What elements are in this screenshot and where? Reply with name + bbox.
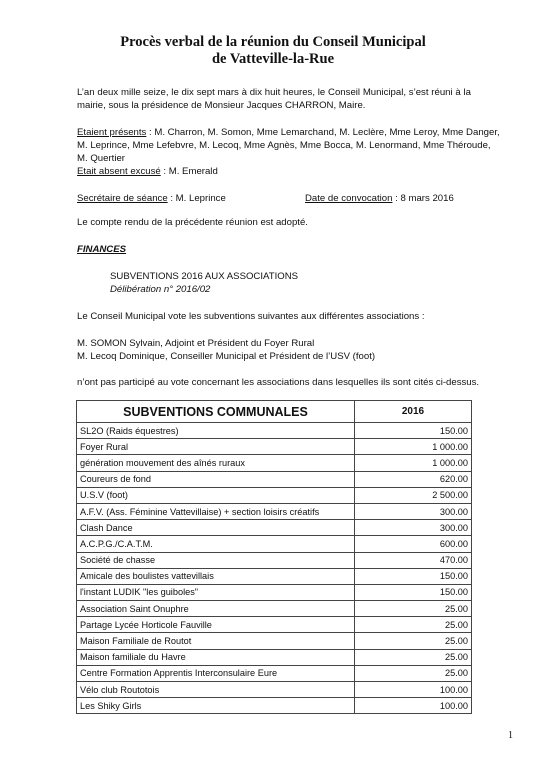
subventions-table xyxy=(76,400,472,714)
table-body xyxy=(77,423,472,714)
absent-line xyxy=(77,165,218,178)
association-name: A.F.V. (Ass. Féminine Vattevillaise) + section loisirs créatifs xyxy=(77,503,355,519)
subvention-amount: 150.00 xyxy=(355,423,472,439)
convocation-value: : 8 mars 2016 xyxy=(392,193,454,204)
deliberation-number: Délibération n° 2016/02 xyxy=(110,284,211,295)
secretary-line xyxy=(77,192,226,205)
subvention-amount: 1 000.00 xyxy=(355,455,472,471)
subvention-amount: 100.00 xyxy=(355,682,472,698)
table-row xyxy=(77,520,472,536)
subvention-amount: 600.00 xyxy=(355,536,472,552)
table-header-name: SUBVENTIONS COMMUNALES xyxy=(77,401,355,423)
table-header-row xyxy=(77,401,472,423)
association-name: Les Shiky Girls xyxy=(77,698,355,714)
table-row xyxy=(77,584,472,600)
present-names-1: : M. Charron, M. Somon, Mme Lemarchand, M. Leclère, Mme Leroy, Mme Danger, xyxy=(146,127,500,138)
subvention-amount: 25.00 xyxy=(355,633,472,649)
association-name: Foyer Rural xyxy=(77,439,355,455)
subvention-amount: 1 000.00 xyxy=(355,439,472,455)
table-row xyxy=(77,617,472,633)
vote-statement: Le Conseil Municipal vote les subventions suivantes aux différentes associations : xyxy=(77,311,425,322)
present-line3: M. Quertier xyxy=(77,153,125,164)
document-title-line1: Procès verbal de la réunion du Conseil Municipal xyxy=(120,34,426,50)
association-name: Clash Dance xyxy=(77,520,355,536)
table-row xyxy=(77,423,472,439)
association-name: Maison familiale du Havre xyxy=(77,649,355,665)
subvention-amount: 25.00 xyxy=(355,601,472,617)
association-name: Association Saint Onuphre xyxy=(77,601,355,617)
member-line-1: M. SOMON Sylvain, Adjoint et Président du Foyer Rural xyxy=(77,338,315,349)
subvention-amount: 300.00 xyxy=(355,503,472,519)
table-row xyxy=(77,503,472,519)
table-row xyxy=(77,536,472,552)
table-row xyxy=(77,471,472,487)
subvention-amount: 150.00 xyxy=(355,568,472,584)
association-name: Centre Formation Apprentis Interconsulaire Eure xyxy=(77,665,355,681)
subvention-amount: 2 500.00 xyxy=(355,487,472,503)
subvention-amount: 25.00 xyxy=(355,649,472,665)
present-line2: M. Leprince, Mme Lefebvre, M. Lecoq, Mme Agnès, Mme Bocca, M. Lenormand, Mme Théroude, xyxy=(77,140,491,151)
table-row xyxy=(77,649,472,665)
association-name: Partage Lycée Horticole Fauville xyxy=(77,617,355,633)
secretary-label: Secrétaire de séance xyxy=(77,193,168,204)
previous-report: Le compte rendu de la précédente réunion est adopté. xyxy=(77,217,308,228)
section-subheading: SUBVENTIONS 2016 AUX ASSOCIATIONS xyxy=(110,271,299,282)
table-row xyxy=(77,601,472,617)
subvention-amount: 25.00 xyxy=(355,617,472,633)
intro-line1: L’an deux mille seize, le dix sept mars à dix huit heures, le Conseil Municipal, s’est réuni à la xyxy=(77,87,471,98)
absent-label: Etait absent excusé xyxy=(77,166,161,177)
table-row xyxy=(77,568,472,584)
association-name: Société de chasse xyxy=(77,552,355,568)
subvention-amount: 620.00 xyxy=(355,471,472,487)
member-line-2: M. Lecoq Dominique, Conseiller Municipal et Président de l’USV (foot) xyxy=(77,351,376,362)
convocation-line xyxy=(305,192,454,205)
table-row xyxy=(77,698,472,714)
table-row xyxy=(77,665,472,681)
convocation-label: Date de convocation xyxy=(305,193,393,204)
table-row xyxy=(77,455,472,471)
table-row xyxy=(77,552,472,568)
association-name: l'instant LUDIK "les guiboles" xyxy=(77,584,355,600)
subvention-amount: 150.00 xyxy=(355,584,472,600)
association-name: SL2O (Raids équestres) xyxy=(77,423,355,439)
table-row xyxy=(77,633,472,649)
association-name: Amicale des boulistes vattevillais xyxy=(77,568,355,584)
association-name: U.S.V (foot) xyxy=(77,487,355,503)
absent-value: : M. Emerald xyxy=(160,166,218,177)
document-title-line2: de Vatteville-la-Rue xyxy=(211,51,335,67)
secretary-value: : M. Leprince xyxy=(167,193,226,204)
subvention-amount: 25.00 xyxy=(355,665,472,681)
association-name: Coureurs de fond xyxy=(77,471,355,487)
subvention-amount: 300.00 xyxy=(355,520,472,536)
association-name: génération mouvement des aînés ruraux xyxy=(77,455,355,471)
association-name: A.C.P.G./C.A.T.M. xyxy=(77,536,355,552)
association-name: Maison Familiale de Routot xyxy=(77,633,355,649)
section-heading: FINANCES xyxy=(77,244,127,255)
table-row xyxy=(77,682,472,698)
present-label: Etaient présents xyxy=(77,127,147,138)
table-row xyxy=(77,487,472,503)
abstention-statement: n’ont pas participé au vote concernant les associations dans lesquelles ils sont cités ci-dessus. xyxy=(77,377,480,388)
association-name: Vélo club Routotois xyxy=(77,682,355,698)
page-number: 1 xyxy=(508,730,513,741)
present-line1 xyxy=(77,126,500,139)
intro-line2: mairie, sous la présidence de Monsieur Jacques CHARRON, Maire. xyxy=(77,100,366,111)
subvention-amount: 470.00 xyxy=(355,552,472,568)
table-header-year: 2016 xyxy=(355,401,472,423)
table-row xyxy=(77,439,472,455)
subvention-amount: 100.00 xyxy=(355,698,472,714)
